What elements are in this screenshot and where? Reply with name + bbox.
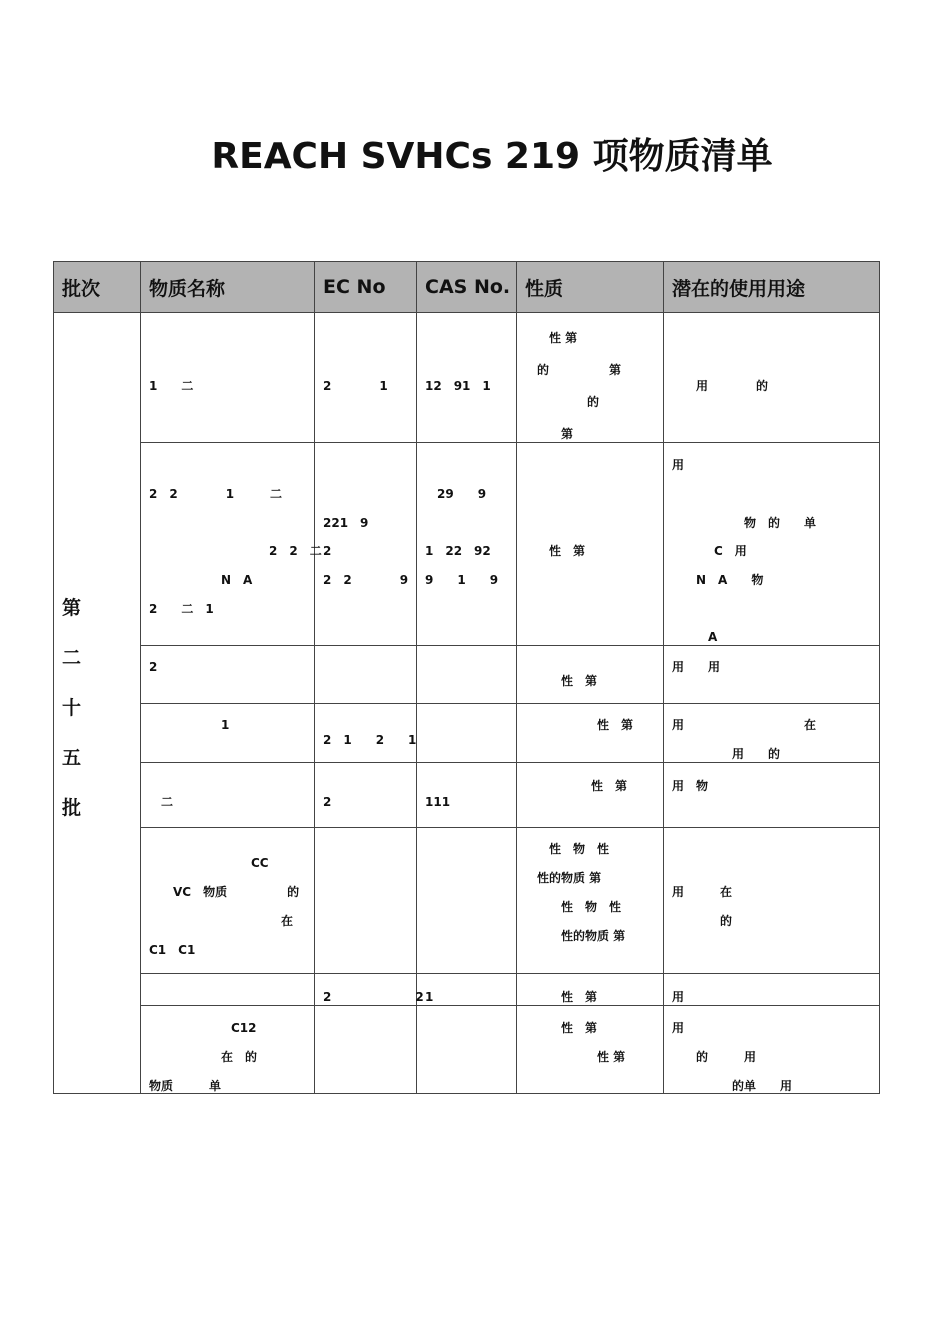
use-text: 用 的	[732, 747, 781, 761]
substance-name: VC 物质 的	[173, 885, 300, 899]
use-text: A	[708, 630, 718, 644]
property-text: 性 第	[591, 779, 628, 793]
property-text: 的 第	[537, 363, 622, 377]
table-row	[54, 646, 880, 704]
header-ec-no: EC No	[315, 262, 417, 313]
substance-name: 2 2 二	[269, 544, 322, 558]
cas-number: 111	[425, 795, 451, 809]
batch-char: 十	[62, 697, 82, 719]
property-text: 性 第	[597, 1050, 626, 1064]
table-row	[54, 704, 880, 763]
use-text: 用 在	[672, 718, 817, 732]
property-text: 的	[587, 395, 600, 409]
use-text: 用 在	[672, 885, 733, 899]
use-text: 用	[672, 458, 685, 472]
ec-number: 2	[323, 795, 332, 809]
header-property: 性质	[517, 262, 664, 313]
substance-name: 2 2 1 二	[149, 487, 283, 501]
use-text: 用 物	[672, 779, 709, 793]
property-text: 性 第	[561, 674, 598, 688]
use-text: 的	[720, 914, 733, 928]
batch-cell	[54, 313, 141, 1094]
header-cas-no: CAS No.	[417, 262, 517, 313]
substance-name: N A	[221, 573, 253, 587]
cas-number: 29 9	[437, 487, 487, 501]
use-text: 物 的 单	[744, 516, 817, 530]
substance-name: 1	[221, 718, 230, 732]
ec-number: 2 2	[323, 990, 424, 1004]
property-text: 性 物 性	[549, 842, 610, 856]
property-text: 性 物 性	[561, 900, 622, 914]
property-text: 性的物质 第	[561, 929, 626, 943]
ec-number: 2	[323, 544, 332, 558]
use-text: 用	[672, 1021, 685, 1035]
property-text: 性 第	[561, 990, 598, 1004]
property-text: 第	[561, 427, 574, 441]
use-text: 的 用	[696, 1050, 757, 1064]
table-header-row	[54, 262, 880, 313]
substance-name: 2 二 1	[149, 602, 214, 616]
batch-char: 第	[62, 597, 82, 619]
batch-char: 二	[62, 647, 82, 669]
substance-name: C12	[231, 1021, 257, 1035]
use-text: 用 用	[672, 660, 721, 674]
cas-number: 1	[425, 990, 434, 1004]
use-text: 用	[672, 990, 685, 1004]
use-text: 的单 用	[732, 1079, 793, 1093]
ec-number: 2 1 2 1	[323, 733, 417, 747]
ec-number: 2 1	[323, 379, 388, 393]
substance-name: 在	[281, 914, 294, 928]
use-text: N A 物	[696, 573, 764, 587]
cas-number: 1 22 92	[425, 544, 491, 558]
table-row	[54, 443, 880, 646]
batch-char: 五	[62, 747, 82, 769]
page-title: REACH SVHCs 219 项物质清单	[211, 136, 773, 177]
use-text: 用 的	[696, 379, 769, 393]
table-row	[54, 763, 880, 828]
substance-name: 物质 单	[149, 1079, 222, 1093]
ec-number: 221 9	[323, 516, 369, 530]
cas-number: 9 1 9	[425, 573, 499, 587]
substance-name: CC	[251, 856, 269, 870]
substance-name: 2	[149, 660, 158, 674]
property-text: 性 第	[561, 1021, 598, 1035]
table-row	[54, 313, 880, 443]
svhc-table	[53, 261, 880, 1094]
table-row	[54, 828, 880, 974]
header-substance-name: 物质名称	[141, 262, 315, 313]
table-row	[54, 974, 880, 1006]
header-batch: 批次	[54, 262, 141, 313]
property-text: 性 第	[597, 718, 634, 732]
property-text: 性 第	[549, 544, 586, 558]
substance-name: C1 C1	[149, 943, 196, 957]
header-potential-use: 潜在的使用用途	[664, 262, 880, 313]
batch-char: 批	[62, 797, 82, 819]
ec-number: 2 2 9	[323, 573, 409, 587]
use-text: C 用	[714, 544, 747, 558]
table-row	[54, 1006, 880, 1094]
cas-number: 12 91 1	[425, 379, 491, 393]
substance-name: 1 二	[149, 379, 194, 393]
substance-name: 二	[161, 795, 174, 809]
substance-name: 在 的	[221, 1050, 258, 1064]
property-text: 性 第	[549, 331, 578, 345]
property-text: 性的物质 第	[537, 871, 602, 885]
